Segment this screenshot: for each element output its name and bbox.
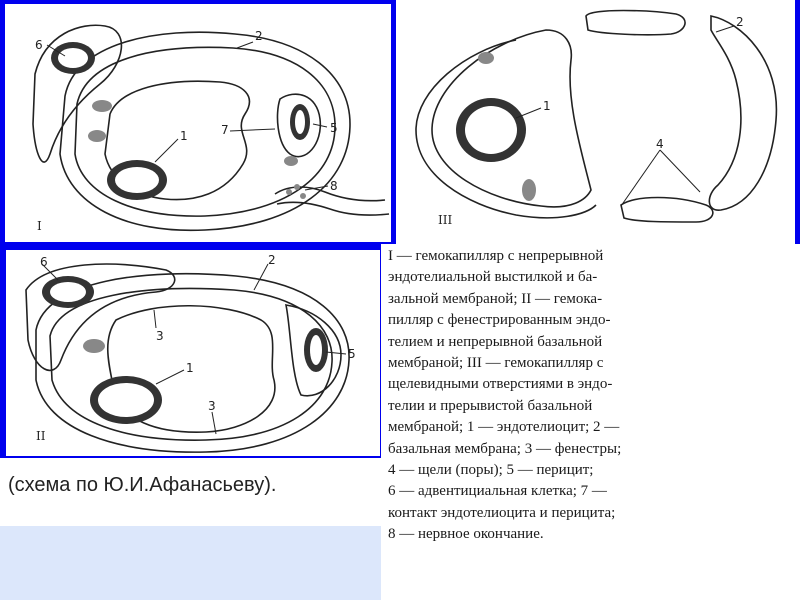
callout-5: 5: [348, 347, 356, 361]
caption-line: 8 — нервное окончание.: [388, 526, 544, 543]
caption-line: 4 — щели (поры); 5 — перицит;: [388, 462, 594, 479]
endothelial-fragment-bottom: [621, 198, 713, 223]
caption-line: 6 — адвентициальная клетка; 7 —: [388, 483, 607, 500]
callout-6: 6: [40, 255, 48, 269]
caption-line: I — гемокапилляр с непрерывной: [388, 248, 604, 264]
adventitial-cell: [26, 264, 175, 370]
callout-6: 6: [35, 38, 43, 52]
caption-line: телием и непрерывной базальной: [388, 333, 603, 350]
callout-2: 2: [255, 29, 263, 43]
caption-line: телии и прерывистой базальной: [388, 397, 593, 414]
capillary-iii-drawing: [396, 0, 795, 248]
caption-line: мембраной; III — гемокапилляр с: [388, 355, 604, 372]
endothelial-fragment-right: [709, 16, 776, 210]
caption-line: базальная мембрана; 3 — фенестры;: [388, 440, 622, 457]
callout-3: 3: [156, 329, 164, 343]
footer-block: [0, 526, 381, 600]
caption-line: пилляр с фенестрированным эндо-: [388, 312, 611, 329]
caption-line: мембраной; 1 — эндотелиоцит; 2 —: [388, 419, 620, 436]
capillary-i-drawing: [5, 4, 391, 242]
callout-2: 2: [736, 15, 744, 29]
attribution-panel: [0, 458, 381, 526]
capillary-diagram-i: [5, 4, 391, 242]
callout-8: 8: [330, 179, 338, 193]
caption-line: контакт эндотелиоцита и перицита;: [388, 504, 616, 521]
callout-3-lower: 3: [208, 399, 216, 413]
panel-label-ii: II: [36, 429, 46, 443]
capillary-ii-drawing: [6, 250, 380, 456]
attribution-text: (схема по Ю.И.Афанасьеву).: [8, 474, 277, 496]
caption-line: зальной мембраной; II — гемока-: [388, 290, 603, 307]
callout-4: 4: [656, 137, 664, 151]
capillary-diagram-iii: [396, 0, 795, 248]
callout-2: 2: [268, 253, 276, 267]
caption-line: щелевидными отверстиями в эндо-: [388, 376, 613, 393]
caption-line: эндотелиальной выстилкой и ба-: [388, 269, 598, 286]
capillary-diagram-ii: [6, 250, 380, 456]
figure-caption: [388, 246, 793, 546]
figure-caption-panel: [381, 244, 800, 600]
panel-label-i: I: [37, 219, 42, 233]
callout-1: 1: [180, 129, 188, 143]
callout-1: 1: [186, 361, 194, 375]
callout-7: 7: [221, 123, 229, 137]
endothelial-fragment-top: [586, 11, 685, 35]
panel-label-iii: III: [438, 213, 453, 227]
callout-5: 5: [330, 121, 338, 135]
callout-1: 1: [543, 99, 551, 113]
